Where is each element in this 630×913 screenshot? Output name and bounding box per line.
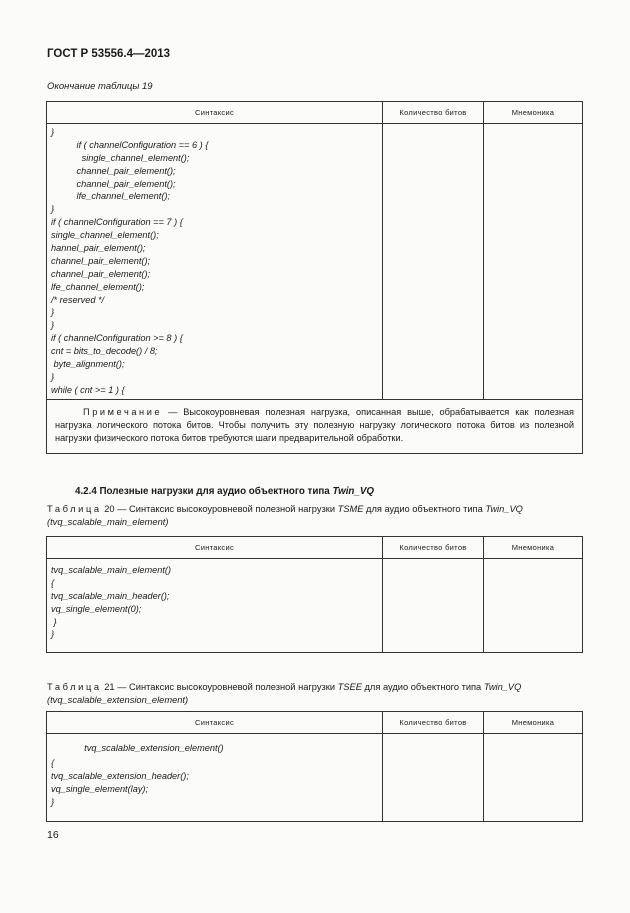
table-20-header-row [47,537,583,559]
code-line: tvq_scalable_extension_element() [51,743,224,753]
note-cell [47,399,583,453]
code-line: tvq_scalable_extension_header(); [51,770,189,781]
caption-text: (tvq_scalable_main_element) [47,516,169,527]
col-mnemonic-header: Мнемоника [484,537,583,559]
table-19-caption: Окончание таблицы 19 [47,81,153,92]
code-line: cnt = bits_to_decode() / 8; [51,346,158,357]
code-line: lfe_channel_element(); [51,281,145,292]
code-line: { [51,757,55,768]
caption-text: для аудио объектного типа [363,504,486,514]
code-line: if ( channelConfiguration == 7 ) { [51,217,183,228]
caption-text: для аудио объектного типа [361,682,484,692]
code-line: channel_pair_element(); [51,165,176,176]
table-20-caption [47,503,584,528]
section-heading-text: 4.2.4 Полезные нагрузки для аудио объектного типа [75,486,333,497]
table-19 [46,101,583,454]
table-21-caption [47,681,584,706]
code-line: channel_pair_element(); [51,268,151,279]
bits-cell [383,734,484,822]
code-line: if ( channelConfiguration == 6 ) { [51,139,209,150]
caption-text: Twin_VQ [483,682,522,692]
caption-text: TSME [337,504,364,514]
syntax-cell [47,124,383,400]
table-row [47,734,583,822]
col-mnemonic-header: Мнемоника [484,102,583,124]
code-line: single_channel_element(); [51,230,159,241]
code-line: vq_single_element(0); [51,603,142,614]
code-line: vq_single_element(lay); [51,783,149,794]
col-bits-header: Количество битов [383,537,484,559]
caption-text: 21 — Синтаксис высокоуровневой полезной нагрузки [101,682,338,692]
col-mnemonic-header: Мнемоника [484,712,583,734]
note-row [47,399,583,453]
bits-cell [383,124,484,400]
code-line: } [51,307,55,318]
page-number: 16 [47,829,59,841]
bits-cell [383,559,484,653]
section-heading [75,486,374,497]
caption-text: (tvq_scalable_extension_element) [47,694,189,705]
caption-text: TSEE [337,682,362,692]
note-label: Примечание [83,406,163,417]
code-line: } [51,371,55,382]
code-line: lfe_channel_element(); [51,191,170,202]
code-line: byte_alignment(); [51,359,125,370]
code-line: if ( channelConfiguration >= 8 ) { [51,333,183,344]
col-syntax-header: Синтаксис [47,712,383,734]
table-label: Таблица [47,504,102,514]
document-code: ГОСТ Р 53556.4—2013 [47,48,171,60]
code-line: } [51,320,55,331]
col-syntax-header: Синтаксис [47,102,383,124]
code-line: channel_pair_element(); [51,178,176,189]
code-line: } [51,204,55,215]
code-line: hannel_pair_element(); [51,243,146,254]
table-19-header-row [47,102,583,124]
syntax-cell [47,734,383,822]
mnemonic-cell [484,559,583,653]
table-21 [46,711,583,822]
code-line: tvq_scalable_main_header(); [51,590,170,601]
code-line: { [51,577,55,588]
table-label: Таблица [47,682,102,692]
section-heading-italic: Twin_VQ [332,486,375,497]
note-text: — Высокоуровневая полезная нагрузка, описанная выше, обрабатывается как полезная нагрузка логического потока битов. Чтобы получить эту полезную нагрузку логического потока битов из полезной нагрузки физического потока битов требуются шаги предварительной обработки. [55,406,574,443]
code-line: } [51,629,55,640]
table-20 [46,536,583,653]
table-21-header-row [47,712,583,734]
mnemonic-cell [484,734,583,822]
code-line: single_channel_element(); [51,152,190,163]
code-line: while ( cnt >= 1 ) { [51,384,125,395]
code-line: /* reserved */ [51,294,105,305]
col-syntax-header: Синтаксис [47,537,383,559]
col-bits-header: Количество битов [383,712,484,734]
mnemonic-cell [484,124,583,400]
code-line: channel_pair_element(); [51,255,151,266]
code-line: } [51,616,57,627]
table-row [47,559,583,653]
col-bits-header: Количество битов [383,102,484,124]
syntax-cell [47,559,383,653]
caption-text: 20 — Синтаксис высокоуровневой полезной нагрузки [101,504,338,514]
table-row [47,124,583,400]
caption-text: Twin_VQ [485,504,523,514]
code-line: tvq_scalable_main_element() [51,565,172,575]
code-line: } [51,127,55,137]
code-line: } [51,796,55,807]
